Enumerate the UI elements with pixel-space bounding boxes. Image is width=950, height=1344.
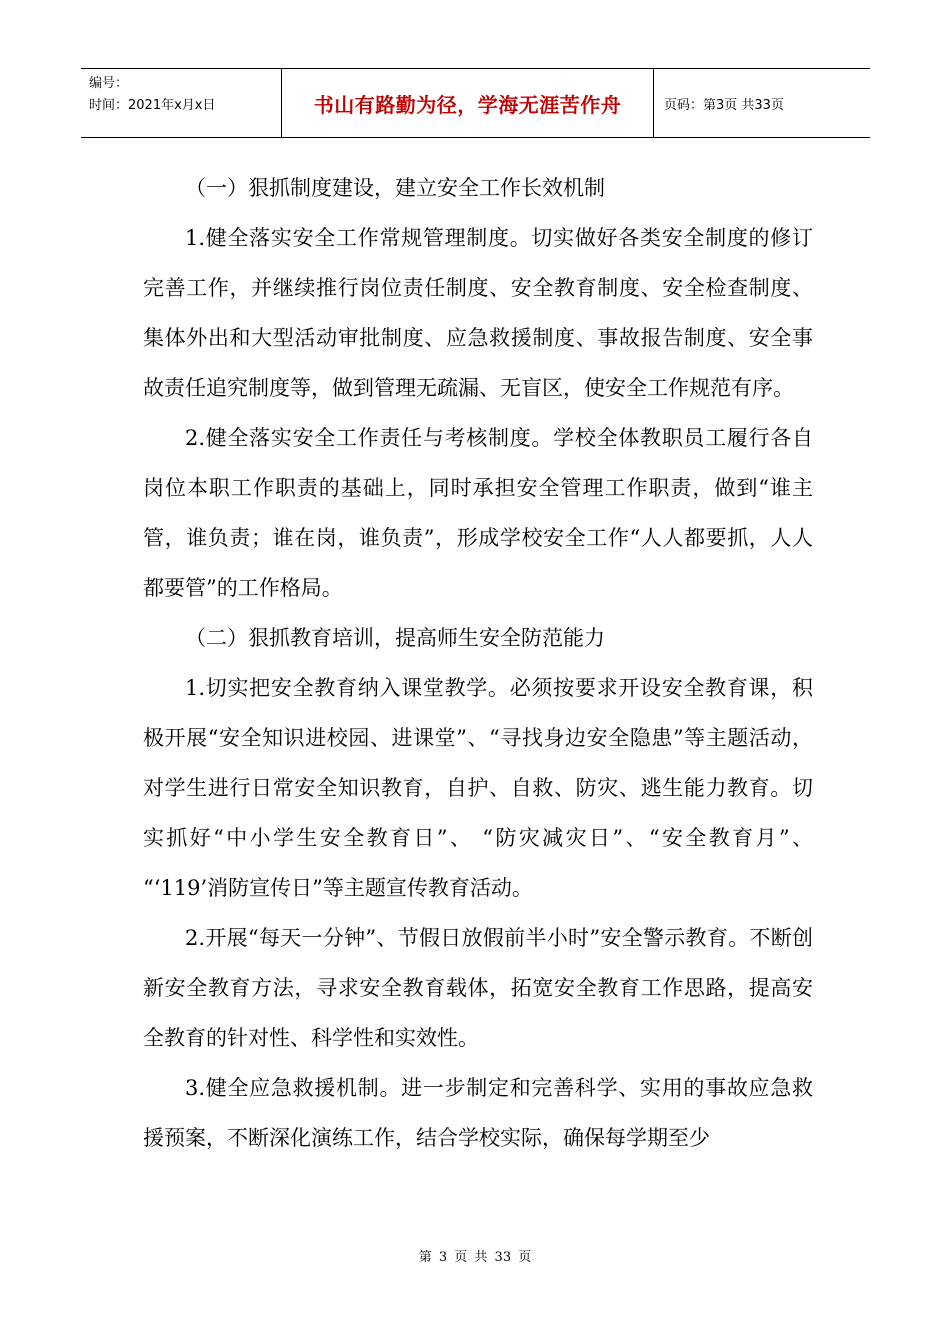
section-heading: （二）狠抓教育培训，提高师生安全防范能力 <box>185 626 605 650</box>
header-meta <box>81 69 282 137</box>
body-paragraph: 2.健全落实安全工作责任与考核制度。学校全体教职员工履行各自岗位本职工作职责的基础上，同时承担安全管理工作职责，做到“谁主管，谁负责；谁在岗，谁负责”，形成学校安全工作“人人都要抓，人人都要管”的工作格局。 <box>143 426 813 600</box>
document-number-label: 编号： <box>89 76 129 91</box>
page-footer: 第 3 页 共 33 页 <box>418 1250 532 1265</box>
body-paragraph: 1.健全落实安全工作常规管理制度。切实做好各类安全制度的修订完善工作，并继续推行岗位责任制度、安全教育制度、安全检查制度、集体外出和大型活动审批制度、应急救援制度、事故报告制度、安全事故责任追究制度等，做到管理无疏漏、无盲区，使安全工作规范有序。 <box>143 226 813 400</box>
body-paragraph: 1.切实把安全教育纳入课堂教学。必须按要求开设安全教育课，积极开展“安全知识进校园、进课堂”、“寻找身边安全隐患”等主题活动，对学生进行日常安全知识教育，自护、自救、防灾、逃生能力教育。切实抓好“中小学生安全教育日”、 “防灾减灾日”、“安全教育月”、 “‘119’消防宣传日”等主题宣传教育活动。 <box>143 676 813 900</box>
header-page-info-cell <box>654 69 870 137</box>
body-paragraph: 2.开展“每天一分钟”、节假日放假前半小时”安全警示教育。不断创新安全教育方法，寻求安全教育载体，拓宽安全教育工作思路，提高安全教育的针对性、科学性和实效性。 <box>143 926 813 1050</box>
header-motto: 书山有路勤为径，学海无涯苦作舟 <box>313 92 622 117</box>
page-header <box>81 68 870 138</box>
body-paragraph: 3.健全应急救援机制。进一步制定和完善科学、实用的事故应急救援预案，不断深化演练工作，结合学校实际，确保每学期至少 <box>143 1076 813 1150</box>
header-page-info: 页码：第3页 共33页 <box>664 97 784 113</box>
document-date: 时间：2021年x月x日 <box>89 98 216 113</box>
header-motto-cell <box>282 69 654 137</box>
section-heading: （一）狠抓制度建设，建立安全工作长效机制 <box>185 176 605 200</box>
document-body <box>143 163 813 1163</box>
